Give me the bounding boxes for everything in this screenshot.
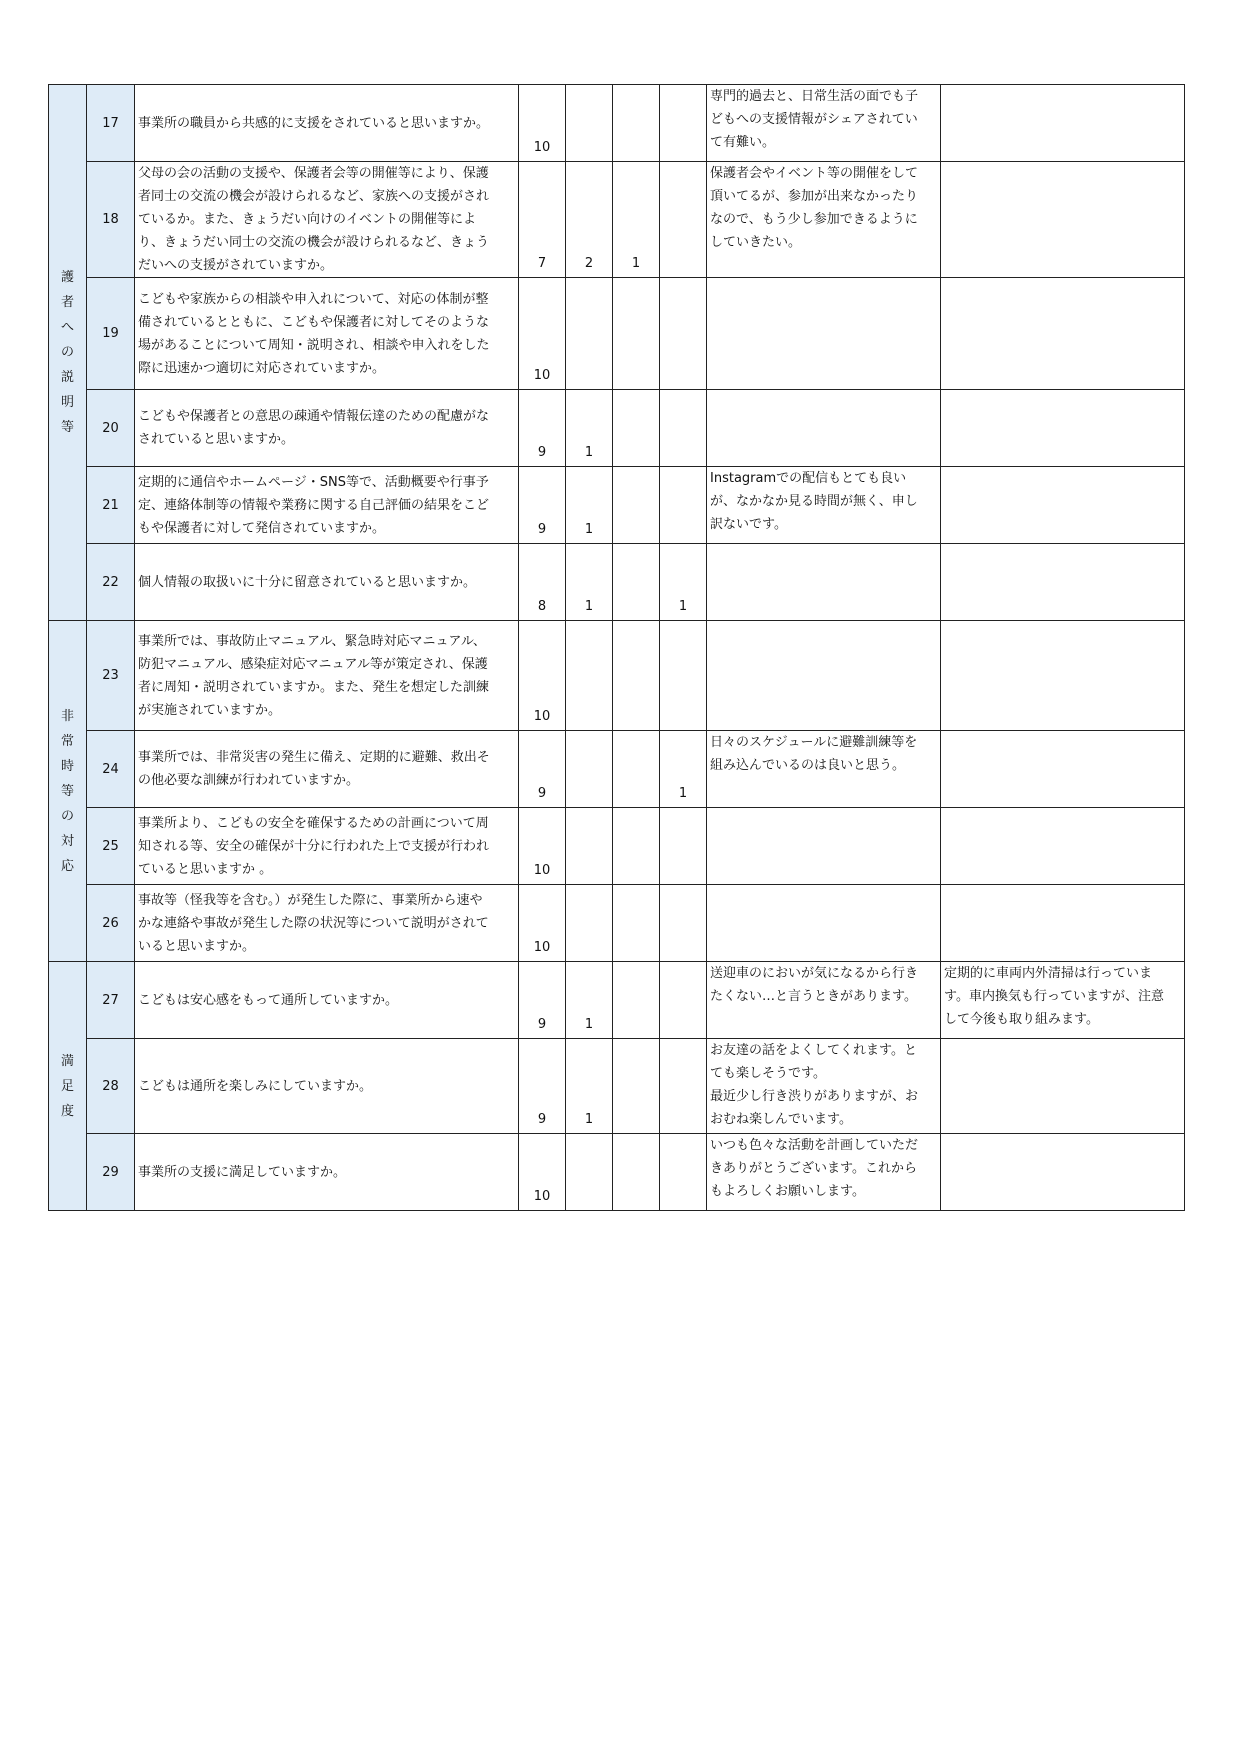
facility-response [941,731,1185,808]
item-number: 29 [87,1134,135,1211]
guardian-comment [707,621,941,731]
guardian-comment [707,885,941,962]
section-label-text: 非常時等の対応 [60,708,74,874]
section-label-text: 満足度 [60,1053,74,1119]
count-unknown: 1 [660,544,707,621]
question-text: 事業所の支援に満足していますか。 [135,1134,519,1211]
count-no [613,808,660,885]
table-row [49,467,1185,544]
guardian-comment: Instagramでの配信もとても良い が、なかなか見る時間が無く、申し 訳ないです。 [707,467,941,544]
count-unknown [660,1039,707,1134]
table-row [49,962,1185,1039]
count-no [613,85,660,162]
count-neutral [566,731,613,808]
question-text: 事業所より、こどもの安全を確保するための計画について周 知される等、安全の確保が十分に行われた上で支援が行われ ていると思いますか 。 [135,808,519,885]
count-unknown [660,621,707,731]
count-unknown [660,390,707,467]
question-text: 事業所の職員から共感的に支援をされていると思いますか。 [135,85,519,162]
facility-response [941,467,1185,544]
item-number: 26 [87,885,135,962]
count-no [613,1134,660,1211]
table-row [49,278,1185,390]
guardian-comment [707,278,941,390]
table-row [49,1134,1185,1211]
facility-response [941,162,1185,278]
count-no [613,962,660,1039]
count-unknown [660,808,707,885]
count-yes: 9 [519,390,566,467]
evaluation-table-body [49,85,1185,1211]
count-yes: 7 [519,162,566,278]
item-number: 22 [87,544,135,621]
question-text: こどもや保護者との意思の疎通や情報伝達のための配慮がな されていると思いますか。 [135,390,519,467]
item-number: 18 [87,162,135,278]
count-unknown [660,1134,707,1211]
count-no [613,278,660,390]
count-yes: 8 [519,544,566,621]
facility-response [941,621,1185,731]
question-text: 個人情報の取扱いに十分に留意されていると思いますか。 [135,544,519,621]
count-no [613,1039,660,1134]
question-text: こどもは安心感をもって通所していますか。 [135,962,519,1039]
table-row [49,885,1185,962]
item-number: 27 [87,962,135,1039]
guardian-comment: 保護者会やイベント等の開催をして 頂いてるが、参加が出来なかったり なので、もう少し参加できるように していきたい。 [707,162,941,278]
count-neutral [566,808,613,885]
count-unknown [660,885,707,962]
guardian-comment [707,390,941,467]
count-no [613,731,660,808]
count-neutral [566,885,613,962]
item-number: 17 [87,85,135,162]
facility-response: 定期的に車両内外清掃は行っていま す。車内換気も行っていますが、注意 して今後も取り組みます。 [941,962,1185,1039]
facility-response [941,390,1185,467]
count-no [613,885,660,962]
facility-response [941,85,1185,162]
table-row [49,544,1185,621]
question-text: 事業所では、非常災害の発生に備え、定期的に避難、救出そ の他必要な訓練が行われていますか。 [135,731,519,808]
section-label-text: 護者への説明等 [60,270,74,435]
table-row [49,808,1185,885]
count-no: 1 [613,162,660,278]
table-row [49,85,1185,162]
question-text: こどもや家族からの相談や申入れについて、対応の体制が整 備されているとともに、こどもや保護者に対してそのような 場があることについて周知・説明され、相談や申入れをした 際に迅速かつ適切に対応されていますか。 [135,278,519,390]
count-yes: 9 [519,467,566,544]
count-yes: 9 [519,731,566,808]
question-text: 父母の会の活動の支援や、保護者会等の開催等により、保護 者同士の交流の機会が設けられるなど、家族への支援がされ ているか。また、きょうだい向けのイベントの開催等によ り、きょうだい同士の交流の機会が設けられるなど、きょう だいへの支援がされていますか。 [135,162,519,278]
count-yes: 10 [519,621,566,731]
count-yes: 9 [519,962,566,1039]
count-neutral [566,621,613,731]
facility-response [941,1134,1185,1211]
item-number: 21 [87,467,135,544]
count-neutral [566,1134,613,1211]
count-neutral [566,85,613,162]
guardian-comment: お友達の話をよくしてくれます。と ても楽しそうです。 最近少し行き渋りがありますが、お おむね楽しんでいます。 [707,1039,941,1134]
count-yes: 9 [519,1039,566,1134]
count-unknown [660,467,707,544]
count-yes: 10 [519,885,566,962]
evaluation-table [48,84,1185,1211]
guardian-comment: いつも色々な活動を計画していただ きありがとうございます。これから もよろしくお願いします。 [707,1134,941,1211]
count-unknown [660,85,707,162]
item-number: 19 [87,278,135,390]
item-number: 28 [87,1039,135,1134]
table-row [49,162,1185,278]
count-yes: 10 [519,1134,566,1211]
section-label-guardian [49,85,87,621]
item-number: 23 [87,621,135,731]
count-yes: 10 [519,85,566,162]
facility-response [941,278,1185,390]
facility-response [941,808,1185,885]
item-number: 25 [87,808,135,885]
count-neutral: 1 [566,390,613,467]
guardian-comment: 送迎車のにおいが気になるから行き たくない…と言うときがあります。 [707,962,941,1039]
count-yes: 10 [519,278,566,390]
count-neutral [566,278,613,390]
section-label-emergency [49,621,87,962]
facility-response [941,885,1185,962]
facility-response [941,544,1185,621]
question-text: 事故等（怪我等を含む。）が発生した際に、事業所から速や かな連絡や事故が発生した際の状況等について説明がされて いると思いますか。 [135,885,519,962]
item-number: 20 [87,390,135,467]
count-neutral: 1 [566,1039,613,1134]
count-unknown [660,962,707,1039]
count-no [613,621,660,731]
question-text: こどもは通所を楽しみにしていますか。 [135,1039,519,1134]
count-neutral: 2 [566,162,613,278]
guardian-comment [707,808,941,885]
count-yes: 10 [519,808,566,885]
section-label-satisfaction [49,962,87,1211]
question-text: 定期的に通信やホームページ・SNS等で、活動概要や行事予 定、連絡体制等の情報や業務に関する自己評価の結果をこど もや保護者に対して発信されていますか。 [135,467,519,544]
count-no [613,390,660,467]
count-unknown [660,278,707,390]
count-unknown: 1 [660,731,707,808]
count-no [613,467,660,544]
count-unknown [660,162,707,278]
guardian-comment [707,544,941,621]
table-row [49,731,1185,808]
question-text: 事業所では、事故防止マニュアル、緊急時対応マニュアル、 防犯マニュアル、感染症対応マニュアル等が策定され、保護 者に周知・説明されていますか。また、発生を想定した訓練 が実施されていますか。 [135,621,519,731]
count-neutral: 1 [566,467,613,544]
guardian-comment: 日々のスケジュールに避難訓練等を 組み込んでいるのは良いと思う。 [707,731,941,808]
count-no [613,544,660,621]
item-number: 24 [87,731,135,808]
count-neutral: 1 [566,962,613,1039]
facility-response [941,1039,1185,1134]
table-row [49,621,1185,731]
table-row [49,390,1185,467]
guardian-comment: 専門的過去と、日常生活の面でも子 どもへの支援情報がシェアされてい て有難い。 [707,85,941,162]
table-row [49,1039,1185,1134]
count-neutral: 1 [566,544,613,621]
